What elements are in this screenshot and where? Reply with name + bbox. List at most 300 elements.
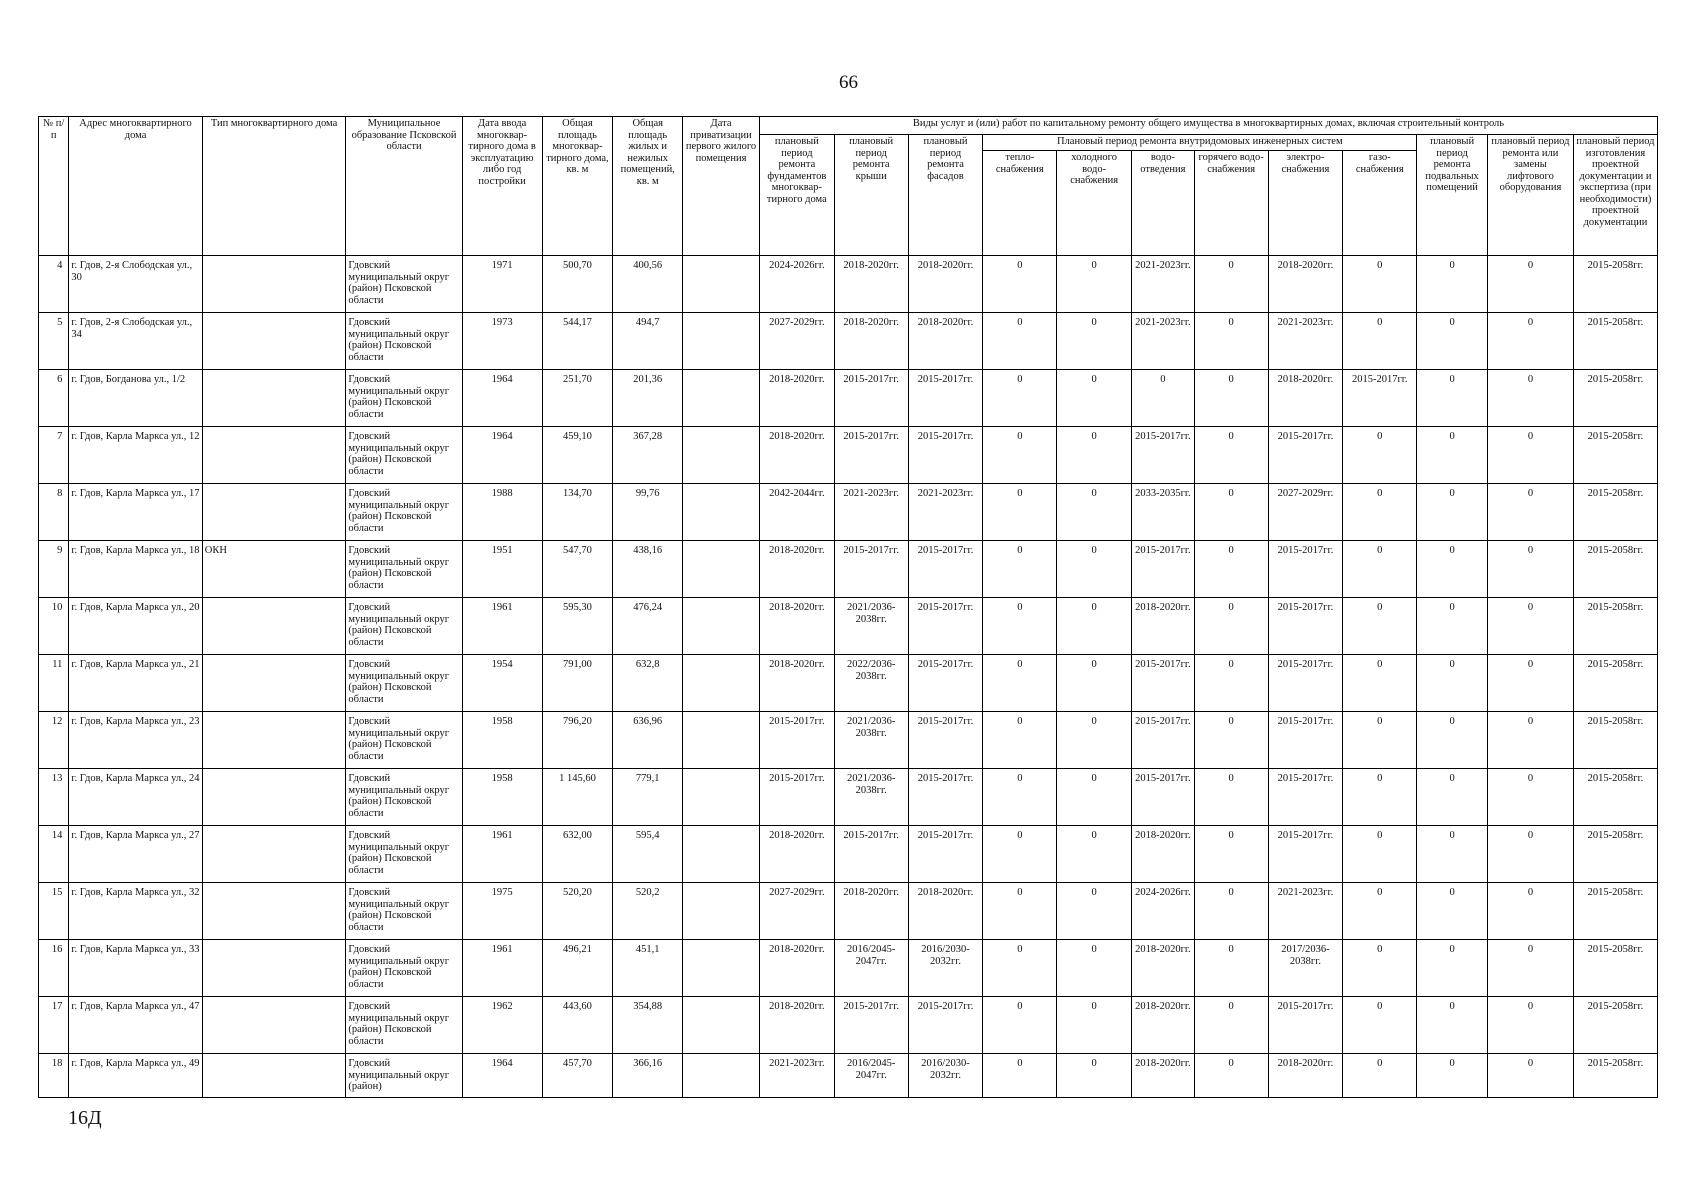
cell-gas: 0 (1343, 655, 1417, 712)
cell-num: 16 (39, 940, 69, 997)
cell-total-area: 496,21 (542, 940, 613, 997)
cell-facade: 2018-2020гг. (908, 313, 983, 370)
cell-num: 11 (39, 655, 69, 712)
cell-hot-water: 0 (1194, 1054, 1268, 1098)
cell-total-area: 520,20 (542, 883, 613, 940)
cell-foundation: 2018-2020гг. (759, 940, 834, 997)
cell-basement: 0 (1417, 1054, 1488, 1098)
cell-gas: 0 (1343, 997, 1417, 1054)
header-total-area: Общая площадь многоквар-тирного дома, кв. м (542, 117, 613, 256)
cell-privatization (683, 826, 760, 883)
cell-privatization (683, 541, 760, 598)
cell-gas: 0 (1343, 769, 1417, 826)
cell-facade: 2015-2017гг. (908, 826, 983, 883)
cell-basement: 0 (1417, 655, 1488, 712)
cell-address: г. Гдов, Карла Маркса ул., 27 (69, 826, 202, 883)
header-privatization-date: Дата приватизации первого жилого помещения (683, 117, 760, 256)
header-basement: плановый период ремонта подвальных помещений (1417, 135, 1488, 256)
cell-num: 14 (39, 826, 69, 883)
cell-electricity: 2018-2020гг. (1268, 370, 1343, 427)
cell-facade: 2015-2017гг. (908, 997, 983, 1054)
cell-type (202, 883, 346, 940)
cell-design-docs: 2015-2058гг. (1573, 1054, 1657, 1098)
cell-privatization (683, 655, 760, 712)
table-row (39, 997, 1658, 1054)
cell-address: г. Гдов, Карла Маркса ул., 33 (69, 940, 202, 997)
cell-gas: 0 (1343, 427, 1417, 484)
cell-privatization (683, 313, 760, 370)
cell-basement: 0 (1417, 484, 1488, 541)
cell-living-area: 520,2 (613, 883, 683, 940)
cell-electricity: 2021-2023гг. (1268, 883, 1343, 940)
cell-elevator: 0 (1487, 256, 1573, 313)
cell-living-area: 201,36 (613, 370, 683, 427)
cell-drainage: 2021-2023гг. (1132, 313, 1195, 370)
cell-design-docs: 2015-2058гг. (1573, 883, 1657, 940)
table-row (39, 427, 1658, 484)
cell-type (202, 256, 346, 313)
cell-num: 18 (39, 1054, 69, 1098)
cell-design-docs: 2015-2058гг. (1573, 256, 1657, 313)
header-commission-date: Дата ввода многоквар-тирного дома в эксплуатацию либо год постройки (462, 117, 542, 256)
cell-cold-water: 0 (1057, 370, 1132, 427)
cell-municipality: Гдовский муниципальный округ (район) Псковской области (346, 826, 462, 883)
cell-roof: 2016/2045-2047гг. (834, 1054, 908, 1098)
cell-electricity: 2015-2017гг. (1268, 826, 1343, 883)
cell-gas: 0 (1343, 883, 1417, 940)
cell-facade: 2015-2017гг. (908, 598, 983, 655)
cell-living-area: 595,4 (613, 826, 683, 883)
cell-electricity: 2018-2020гг. (1268, 1054, 1343, 1098)
cell-address: г. Гдов, Карла Маркса ул., 18 (69, 541, 202, 598)
cell-municipality: Гдовский муниципальный округ (район) Псковской области (346, 313, 462, 370)
cell-living-area: 400,56 (613, 256, 683, 313)
cell-cold-water: 0 (1057, 883, 1132, 940)
cell-drainage: 2018-2020гг. (1132, 826, 1195, 883)
cell-basement: 0 (1417, 313, 1488, 370)
cell-privatization (683, 1054, 760, 1098)
table-row (39, 826, 1658, 883)
cell-privatization (683, 883, 760, 940)
cell-roof: 2015-2017гг. (834, 427, 908, 484)
cell-gas: 0 (1343, 484, 1417, 541)
cell-year: 1975 (462, 883, 542, 940)
cell-foundation: 2015-2017гг. (759, 769, 834, 826)
cell-design-docs: 2015-2058гг. (1573, 484, 1657, 541)
cell-municipality: Гдовский муниципальный округ (район) Псковской области (346, 370, 462, 427)
cell-hot-water: 0 (1194, 826, 1268, 883)
table-row (39, 1054, 1658, 1098)
cell-heating: 0 (983, 826, 1057, 883)
cell-foundation: 2018-2020гг. (759, 541, 834, 598)
cell-heating: 0 (983, 769, 1057, 826)
cell-roof: 2021/2036-2038гг. (834, 769, 908, 826)
header-drainage: водо-отведения (1132, 151, 1195, 256)
cell-heating: 0 (983, 370, 1057, 427)
cell-hot-water: 0 (1194, 313, 1268, 370)
cell-foundation: 2024-2026гг. (759, 256, 834, 313)
cell-total-area: 796,20 (542, 712, 613, 769)
cell-design-docs: 2015-2058гг. (1573, 655, 1657, 712)
cell-year: 1964 (462, 427, 542, 484)
header-design-docs: плановый период изготовления проектной документации и экспертиза (при необходимости) проектной документации (1573, 135, 1657, 256)
cell-heating: 0 (983, 427, 1057, 484)
cell-facade: 2015-2017гг. (908, 370, 983, 427)
cell-total-area: 791,00 (542, 655, 613, 712)
cell-total-area: 1 145,60 (542, 769, 613, 826)
cell-drainage: 0 (1132, 370, 1195, 427)
cell-municipality: Гдовский муниципальный округ (район) Псковской области (346, 427, 462, 484)
cell-cold-water: 0 (1057, 484, 1132, 541)
cell-elevator: 0 (1487, 598, 1573, 655)
cell-design-docs: 2015-2058гг. (1573, 313, 1657, 370)
cell-hot-water: 0 (1194, 769, 1268, 826)
cell-hot-water: 0 (1194, 484, 1268, 541)
cell-privatization (683, 997, 760, 1054)
cell-facade: 2016/2030-2032гг. (908, 940, 983, 997)
cell-num: 12 (39, 712, 69, 769)
cell-cold-water: 0 (1057, 826, 1132, 883)
table-row (39, 655, 1658, 712)
cell-type (202, 940, 346, 997)
cell-cold-water: 0 (1057, 427, 1132, 484)
cell-cold-water: 0 (1057, 313, 1132, 370)
table-row (39, 484, 1658, 541)
cell-roof: 2021/2036-2038гг. (834, 598, 908, 655)
cell-privatization (683, 370, 760, 427)
cell-electricity: 2015-2017гг. (1268, 598, 1343, 655)
cell-heating: 0 (983, 997, 1057, 1054)
cell-address: г. Гдов, Карла Маркса ул., 12 (69, 427, 202, 484)
cell-year: 1973 (462, 313, 542, 370)
cell-gas: 2015-2017гг. (1343, 370, 1417, 427)
cell-elevator: 0 (1487, 769, 1573, 826)
header-type: Тип многоквартирного дома (202, 117, 346, 256)
cell-facade: 2015-2017гг. (908, 769, 983, 826)
cell-heating: 0 (983, 541, 1057, 598)
cell-type (202, 769, 346, 826)
cell-basement: 0 (1417, 826, 1488, 883)
cell-drainage: 2018-2020гг. (1132, 940, 1195, 997)
cell-elevator: 0 (1487, 1054, 1573, 1098)
cell-drainage: 2015-2017гг. (1132, 655, 1195, 712)
cell-living-area: 632,8 (613, 655, 683, 712)
cell-electricity: 2021-2023гг. (1268, 313, 1343, 370)
cell-facade: 2015-2017гг. (908, 427, 983, 484)
cell-num: 17 (39, 997, 69, 1054)
cell-design-docs: 2015-2058гг. (1573, 997, 1657, 1054)
cell-gas: 0 (1343, 940, 1417, 997)
cell-hot-water: 0 (1194, 883, 1268, 940)
cell-address: г. Гдов, 2-я Слободская ул., 30 (69, 256, 202, 313)
cell-facade: 2018-2020гг. (908, 256, 983, 313)
cell-hot-water: 0 (1194, 997, 1268, 1054)
cell-num: 10 (39, 598, 69, 655)
cell-heating: 0 (983, 883, 1057, 940)
cell-design-docs: 2015-2058гг. (1573, 712, 1657, 769)
cell-drainage: 2021-2023гг. (1132, 256, 1195, 313)
cell-basement: 0 (1417, 541, 1488, 598)
cell-basement: 0 (1417, 256, 1488, 313)
cell-electricity: 2015-2017гг. (1268, 541, 1343, 598)
cell-year: 1958 (462, 712, 542, 769)
cell-cold-water: 0 (1057, 256, 1132, 313)
header-electricity: электро-снабжения (1268, 151, 1343, 256)
cell-year: 1962 (462, 997, 542, 1054)
cell-foundation: 2015-2017гг. (759, 712, 834, 769)
cell-roof: 2021/2036-2038гг. (834, 712, 908, 769)
cell-hot-water: 0 (1194, 427, 1268, 484)
cell-foundation: 2042-2044гг. (759, 484, 834, 541)
cell-drainage: 2015-2017гг. (1132, 541, 1195, 598)
cell-roof: 2022/2036-2038гг. (834, 655, 908, 712)
cell-privatization (683, 712, 760, 769)
cell-foundation: 2018-2020гг. (759, 427, 834, 484)
cell-design-docs: 2015-2058гг. (1573, 541, 1657, 598)
header-elevator: плановый период ремонта или замены лифтового оборудования (1487, 135, 1573, 256)
cell-privatization (683, 940, 760, 997)
cell-total-area: 547,70 (542, 541, 613, 598)
cell-basement: 0 (1417, 427, 1488, 484)
cell-cold-water: 0 (1057, 769, 1132, 826)
cell-drainage: 2024-2026гг. (1132, 883, 1195, 940)
cell-heating: 0 (983, 1054, 1057, 1098)
cell-year: 1971 (462, 256, 542, 313)
cell-basement: 0 (1417, 769, 1488, 826)
cell-hot-water: 0 (1194, 541, 1268, 598)
cell-type: ОКН (202, 541, 346, 598)
cell-total-area: 134,70 (542, 484, 613, 541)
cell-type (202, 484, 346, 541)
header-num: № п/п (39, 117, 69, 256)
cell-drainage: 2033-2035гг. (1132, 484, 1195, 541)
cell-year: 1954 (462, 655, 542, 712)
cell-living-area: 367,28 (613, 427, 683, 484)
cell-drainage: 2018-2020гг. (1132, 1054, 1195, 1098)
cell-municipality: Гдовский муниципальный округ (район) Псковской области (346, 541, 462, 598)
cell-num: 13 (39, 769, 69, 826)
cell-living-area: 779,1 (613, 769, 683, 826)
cell-roof: 2016/2045-2047гг. (834, 940, 908, 997)
cell-year: 1961 (462, 940, 542, 997)
cell-privatization (683, 484, 760, 541)
cell-gas: 0 (1343, 712, 1417, 769)
cell-hot-water: 0 (1194, 598, 1268, 655)
cell-gas: 0 (1343, 313, 1417, 370)
cell-electricity: 2027-2029гг. (1268, 484, 1343, 541)
cell-cold-water: 0 (1057, 541, 1132, 598)
cell-year: 1961 (462, 598, 542, 655)
cell-elevator: 0 (1487, 370, 1573, 427)
table-row (39, 541, 1658, 598)
cell-foundation: 2018-2020гг. (759, 655, 834, 712)
cell-roof: 2021-2023гг. (834, 484, 908, 541)
cell-drainage: 2018-2020гг. (1132, 598, 1195, 655)
cell-heating: 0 (983, 598, 1057, 655)
cell-address: г. Гдов, Карла Маркса ул., 47 (69, 997, 202, 1054)
cell-facade: 2015-2017гг. (908, 712, 983, 769)
cell-year: 1964 (462, 1054, 542, 1098)
cell-privatization (683, 256, 760, 313)
cell-municipality: Гдовский муниципальный округ (район) Псковской области (346, 883, 462, 940)
cell-cold-water: 0 (1057, 1054, 1132, 1098)
cell-basement: 0 (1417, 712, 1488, 769)
cell-basement: 0 (1417, 940, 1488, 997)
table-row (39, 256, 1658, 313)
cell-elevator: 0 (1487, 313, 1573, 370)
cell-year: 1964 (462, 370, 542, 427)
cell-cold-water: 0 (1057, 598, 1132, 655)
cell-drainage: 2018-2020гг. (1132, 997, 1195, 1054)
cell-municipality: Гдовский муниципальный округ (район) Псковской области (346, 598, 462, 655)
cell-hot-water: 0 (1194, 256, 1268, 313)
header-foundation: плановый период ремонта фундаментов многоквар-тирного дома (759, 135, 834, 256)
cell-elevator: 0 (1487, 427, 1573, 484)
cell-address: г. Гдов, Карла Маркса ул., 23 (69, 712, 202, 769)
cell-gas: 0 (1343, 256, 1417, 313)
cell-foundation: 2018-2020гг. (759, 826, 834, 883)
footer-code: 16Д (68, 1107, 102, 1129)
cell-municipality: Гдовский муниципальный округ (район) Псковской области (346, 256, 462, 313)
cell-type (202, 598, 346, 655)
page-number: 66 (839, 72, 858, 93)
cell-type (202, 712, 346, 769)
table-row (39, 313, 1658, 370)
cell-elevator: 0 (1487, 997, 1573, 1054)
cell-address: г. Гдов, 2-я Слободская ул., 34 (69, 313, 202, 370)
cell-design-docs: 2015-2058гг. (1573, 427, 1657, 484)
cell-design-docs: 2015-2058гг. (1573, 826, 1657, 883)
cell-municipality: Гдовский муниципальный округ (район) Псковской области (346, 655, 462, 712)
cell-num: 6 (39, 370, 69, 427)
cell-municipality: Гдовский муниципальный округ (район) Псковской области (346, 997, 462, 1054)
cell-heating: 0 (983, 484, 1057, 541)
cell-foundation: 2018-2020гг. (759, 598, 834, 655)
cell-design-docs: 2015-2058гг. (1573, 769, 1657, 826)
header-hot-water: горячего водо-снабжения (1194, 151, 1268, 256)
table-row (39, 940, 1658, 997)
table-row (39, 712, 1658, 769)
header-municipality: Муниципальное образование Псковской области (346, 117, 462, 256)
cell-num: 4 (39, 256, 69, 313)
cell-total-area: 459,10 (542, 427, 613, 484)
header-cold-water: холодного водо-снабжения (1057, 151, 1132, 256)
cell-electricity: 2015-2017гг. (1268, 997, 1343, 1054)
cell-total-area: 443,60 (542, 997, 613, 1054)
cell-heating: 0 (983, 256, 1057, 313)
cell-num: 9 (39, 541, 69, 598)
cell-total-area: 544,17 (542, 313, 613, 370)
cell-electricity: 2018-2020гг. (1268, 256, 1343, 313)
cell-heating: 0 (983, 655, 1057, 712)
cell-address: г. Гдов, Карла Маркса ул., 32 (69, 883, 202, 940)
cell-year: 1988 (462, 484, 542, 541)
cell-cold-water: 0 (1057, 655, 1132, 712)
cell-gas: 0 (1343, 598, 1417, 655)
cell-elevator: 0 (1487, 655, 1573, 712)
table-row (39, 883, 1658, 940)
cell-electricity: 2015-2017гг. (1268, 712, 1343, 769)
cell-municipality: Гдовский муниципальный округ (район) Псковской области (346, 769, 462, 826)
cell-basement: 0 (1417, 370, 1488, 427)
cell-municipality: Гдовский муниципальный округ (район) Псковской области (346, 940, 462, 997)
cell-municipality: Гдовский муниципальный округ (район) Псковской области (346, 712, 462, 769)
header-roof: плановый период ремонта крыши (834, 135, 908, 256)
cell-hot-water: 0 (1194, 940, 1268, 997)
cell-elevator: 0 (1487, 712, 1573, 769)
cell-roof: 2015-2017гг. (834, 997, 908, 1054)
cell-hot-water: 0 (1194, 712, 1268, 769)
cell-num: 5 (39, 313, 69, 370)
cell-roof: 2015-2017гг. (834, 370, 908, 427)
cell-year: 1961 (462, 826, 542, 883)
cell-basement: 0 (1417, 883, 1488, 940)
cell-gas: 0 (1343, 541, 1417, 598)
cell-total-area: 595,30 (542, 598, 613, 655)
cell-electricity: 2017/2036-2038гг. (1268, 940, 1343, 997)
cell-electricity: 2015-2017гг. (1268, 427, 1343, 484)
cell-facade: 2015-2017гг. (908, 541, 983, 598)
cell-address: г. Гдов, Карла Маркса ул., 20 (69, 598, 202, 655)
cell-foundation: 2027-2029гг. (759, 883, 834, 940)
cell-hot-water: 0 (1194, 370, 1268, 427)
cell-address: г. Гдов, Карла Маркса ул., 24 (69, 769, 202, 826)
cell-type (202, 1054, 346, 1098)
cell-roof: 2015-2017гг. (834, 541, 908, 598)
cell-municipality: Гдовский муниципальный округ (район) (346, 1054, 462, 1098)
header-gas: газо-снабжения (1343, 151, 1417, 256)
cell-living-area: 99,76 (613, 484, 683, 541)
cell-heating: 0 (983, 940, 1057, 997)
cell-living-area: 636,96 (613, 712, 683, 769)
cell-year: 1951 (462, 541, 542, 598)
table-row (39, 769, 1658, 826)
cell-total-area: 632,00 (542, 826, 613, 883)
cell-living-area: 366,16 (613, 1054, 683, 1098)
capital-repair-table (38, 116, 1658, 1098)
cell-living-area: 438,16 (613, 541, 683, 598)
cell-cold-water: 0 (1057, 940, 1132, 997)
cell-roof: 2018-2020гг. (834, 883, 908, 940)
cell-type (202, 370, 346, 427)
cell-num: 8 (39, 484, 69, 541)
cell-year: 1958 (462, 769, 542, 826)
cell-foundation: 2018-2020гг. (759, 370, 834, 427)
cell-type (202, 826, 346, 883)
cell-facade: 2015-2017гг. (908, 655, 983, 712)
cell-living-area: 354,88 (613, 997, 683, 1054)
header-works-group: Виды услуг и (или) работ по капитальному ремонту общего имущества в многоквартирных домах, включая строительный контроль (759, 117, 1657, 135)
cell-privatization (683, 769, 760, 826)
cell-foundation: 2027-2029гг. (759, 313, 834, 370)
cell-gas: 0 (1343, 826, 1417, 883)
cell-type (202, 427, 346, 484)
cell-municipality: Гдовский муниципальный округ (район) Псковской области (346, 484, 462, 541)
cell-elevator: 0 (1487, 883, 1573, 940)
cell-hot-water: 0 (1194, 655, 1268, 712)
cell-electricity: 2015-2017гг. (1268, 655, 1343, 712)
cell-total-area: 251,70 (542, 370, 613, 427)
cell-living-area: 476,24 (613, 598, 683, 655)
table-row (39, 370, 1658, 427)
cell-privatization (683, 598, 760, 655)
header-engineering-group: Плановый период ремонта внутридомовых инженерных систем (983, 135, 1417, 151)
cell-drainage: 2015-2017гг. (1132, 769, 1195, 826)
header-facade: плановый период ремонта фасадов (908, 135, 983, 256)
cell-roof: 2018-2020гг. (834, 313, 908, 370)
cell-elevator: 0 (1487, 541, 1573, 598)
cell-num: 15 (39, 883, 69, 940)
